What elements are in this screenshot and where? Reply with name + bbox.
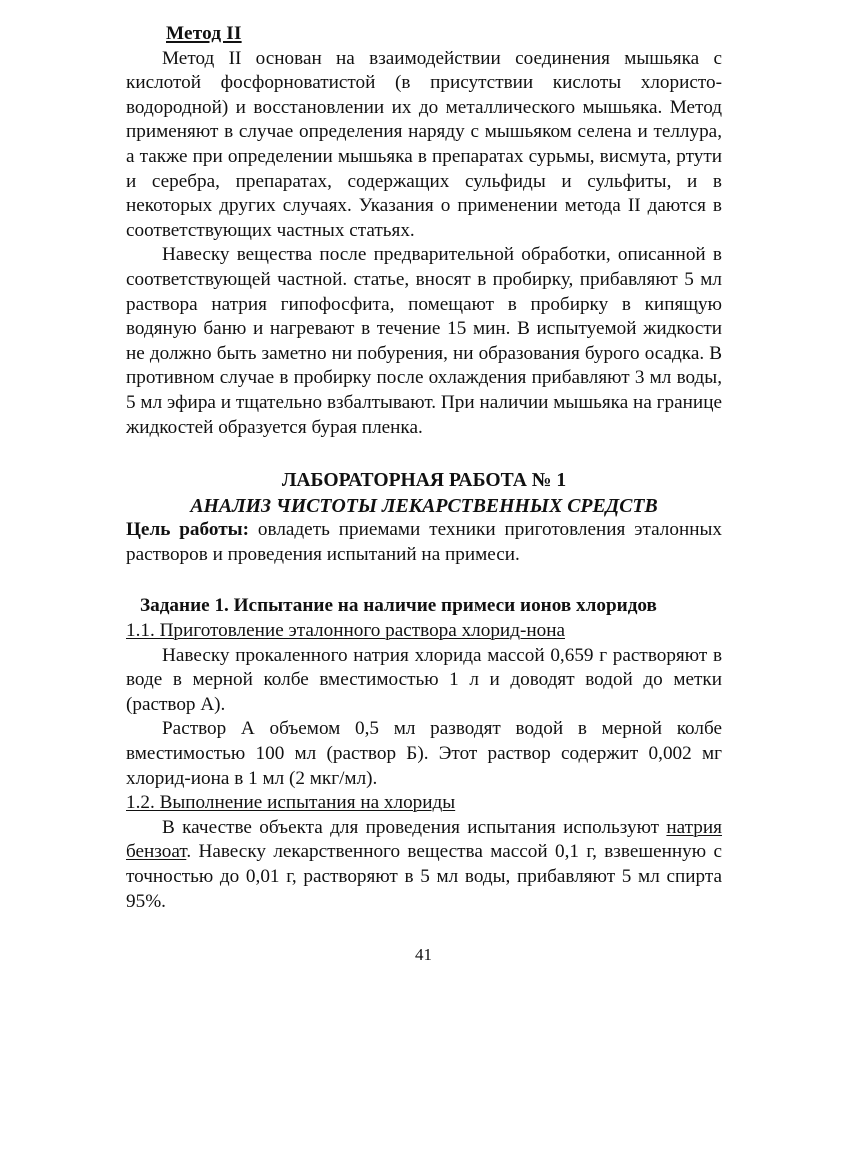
method-paragraph-1: Метод II основан на взаимодействии соединения мышьяка с кислотой фосфорноватистой (в присутствии кислоты хлористо-водородной) и восстановлении их до металлического мышьяка. Метод применяют в случае определения наряду с мышьяком селена и теллура, а также при определении мышьяка в препаратах сурьмы, висмута, ртути и серебра, препаратах, содержащих сульфиды и сульфиты, и в некоторых других случаях. Указания о применении метода II даются в соответствующих частных статьях. xyxy=(126,47,722,241)
section-2-paragraph-1 xyxy=(126,816,722,914)
document-page xyxy=(126,22,722,914)
lab-goal xyxy=(126,518,722,567)
lab-title: ЛАБОРАТОРНАЯ РАБОТА № 1 xyxy=(281,470,567,492)
underlined-substance: натрия бензоат xyxy=(126,816,722,863)
page-number: 41 xyxy=(415,945,432,964)
goal-text: овладеть приемами техники приготовления эталонных растворов и проведения испытаний на примеси. xyxy=(126,519,722,565)
method-paragraph-2: Навеску вещества после предварительной обработки, описанной в соответствующей частной. статье, вносят в пробирку, прибавляют 5 мл раствора натрия гипофосфита, помещают в пробирку в кипящую водяную баню и нагревают в течение 15 мин. В испытуемой жидкости не должно быть заметно ни побурения, ни образования бурого осадка. В противном случае в пробирку после охлаждения прибавляют 3 мл воды, 5 мл эфира и тщательно взбалтывают. При наличии мышьяка на границе жидкостей образуется бурая пленка. xyxy=(126,244,722,438)
section-2-text-start: В качестве объекта для проведения испытания используют xyxy=(162,816,667,838)
lab-subtitle: АНАЛИЗ ЧИСТОТЫ ЛЕКАРСТВЕННЫХ СРЕДСТВ xyxy=(190,494,658,517)
section-2-text-end: . Навеску лекарственного вещества массой 0,1 г, взвешенную с точностью до 0,01 г, растворяют в 5 мл воды, прибавляют 5 мл спирта 95%. xyxy=(126,841,722,912)
section-1-paragraph-2: Раствор А объемом 0,5 мл разводят водой в мерной колбе вместимостью 100 мл (раствор Б). Этот раствор содержит 0,002 мг хлорид-иона в 1 мл (2 мкг/мл). xyxy=(126,718,722,789)
method-heading: Метод II xyxy=(166,23,242,44)
goal-label: Цель работы: xyxy=(126,519,250,541)
task-heading: Задание 1. Испытание на наличие примеси ионов хлоридов xyxy=(140,595,657,617)
section-2-heading: 1.2. Выполнение испытания на хлориды xyxy=(126,792,456,814)
section-1-paragraph-1: Навеску прокаленного натрия хлорида массой 0,659 г растворяют в воде в мерной колбе вместимостью 1 л и доводят водой до метки (раствор А). xyxy=(126,644,722,715)
section-1-heading: 1.1. Приготовление эталонного раствора хлорид-нона xyxy=(126,620,565,642)
